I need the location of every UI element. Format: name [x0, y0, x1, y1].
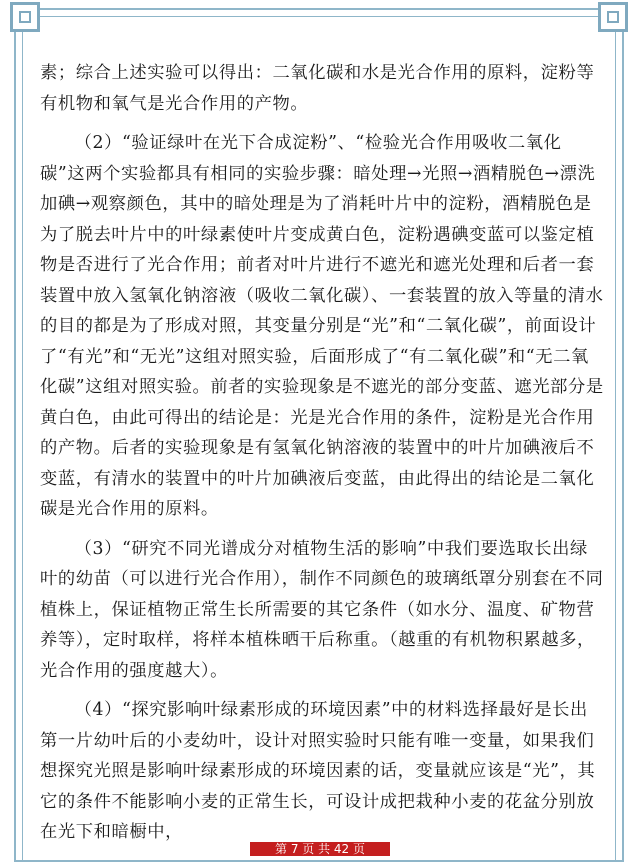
document-body [40, 58, 605, 857]
corner-ornament-left [10, 2, 40, 32]
paragraph-3: （3）“研究不同光谱成分对植物生活的影响”中我们要选取长出绿叶的幼苗（可以进行光合作用），制作不同颜色的玻璃纸罩分别套在不同植株上，保证植物正常生长所需要的其它条件（如水分、温度、矿物营养等），定时取样，将样本植株晒干后称重。（越重的有机物积累越多，光合作用的强度越大）。 [40, 538, 604, 681]
paragraph-2: （2）“验证绿叶在光下合成淀粉”、“检验光合作用吸收二氧化碳”这两个实验都具有相同的实验步骤：暗处理→光照→酒精脱色→漂洗加碘→观察颜色，其中的暗处理是为了消耗叶片中的淀粉，酒精脱色是为了脱去叶片中的叶绿素使叶片变成黄白色，淀粉遇碘变蓝可以鉴定植物是否进行了光合作用；前者对叶片进行不遮光和遮光处理和后者一套装置中放入氢氧化钠溶液（吸收二氧化碳）、一套装置的放入等量的清水的目的都是为了形成对照，其变量分别是“光”和“二氧化碳”，前面设计了“有光”和“无光”这组对照实验，后面形成了“有二氧化碳”和“无二氧化碳”这组对照实验。前者的实验现象是不遮光的部分变蓝、遮光部分是黄白色，由此可得出的结论是：光是光合作用的条件，淀粉是光合作用的产物。后者的实验现象是有氢氧化钠溶液的装置中的叶片加碘液后不变蓝，有清水的装置中的叶片加碘液后变蓝，由此得出的结论是二氧化碳是光合作用的原料。 [40, 133, 604, 519]
paragraph-1: 素；综合上述实验可以得出：二氧化碳和水是光合作用的原料，淀粉等有机物和氧气是光合作用的产物。 [40, 63, 595, 114]
corner-ornament-right [598, 2, 628, 32]
paragraph-4: （4）“探究影响叶绿素形成的环境因素”中的材料选择最好是长出第一片幼叶后的小麦幼叶，设计对照实验时只能有唯一变量，如果我们想探究光照是影响叶绿素形成的环境因素的话，变量就应该是“光”，其它的条件不能影响小麦的正常生长，可设计成把栽种小麦的花盆分别放在光下和暗橱中， [40, 700, 596, 842]
page-number-footer: 第 7 页 共 42 页 [250, 842, 390, 856]
